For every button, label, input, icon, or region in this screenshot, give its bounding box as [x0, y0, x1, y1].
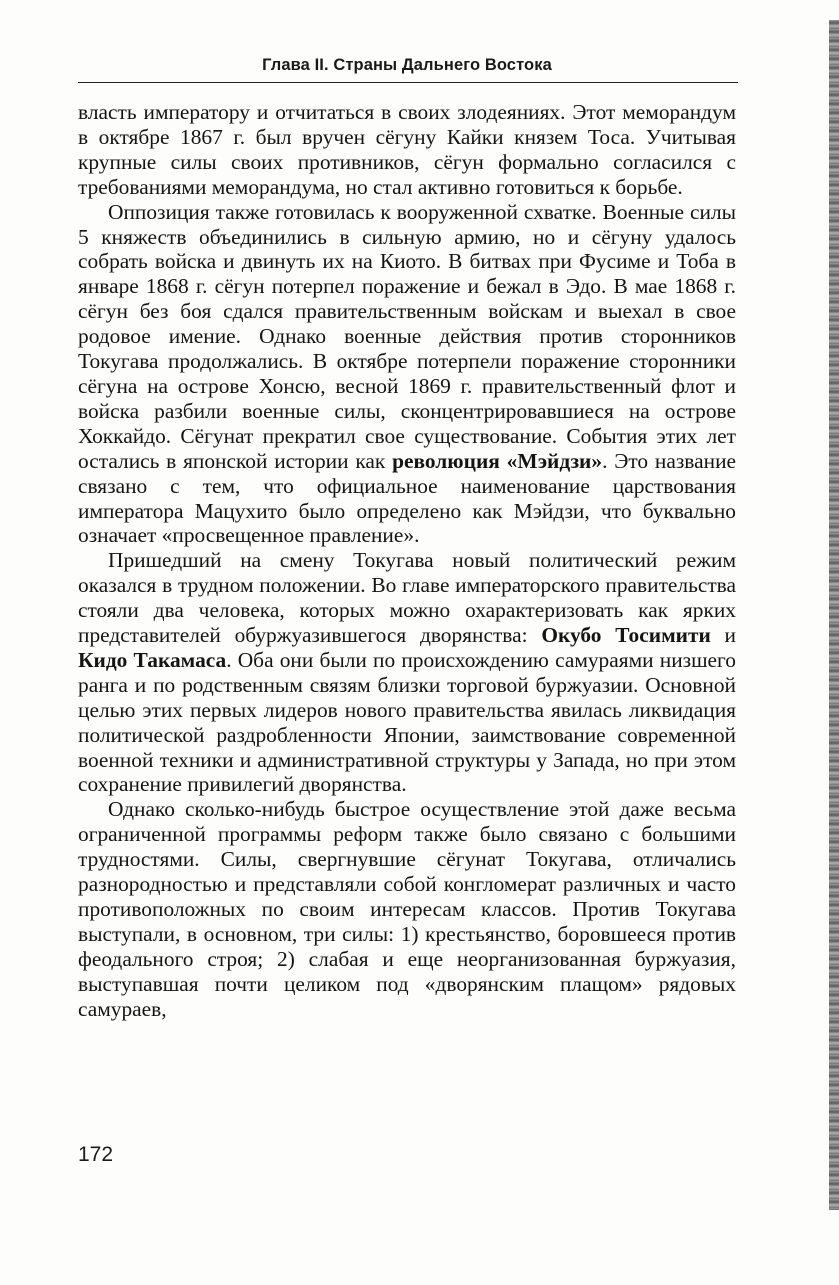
bold-name: Кидо Такамаса — [78, 647, 227, 672]
text-run: Оппозиция также готовилась к вооруженной схватке. Военные силы 5 княжеств объединились в сильную армию, но и сёгуну удалось собрать войска и двинуть их на Киото. В битвах при Фусиме и Тоба в январе 1868 г. сёгун потерпел поражение и бежал в Эдо. В мае 1868 г. сёгун без боя сдался правительственным войскам и выехал в свое родовое имение. Однако военные действия против сторонников Токугава продолжались. В октябре потерпели поражение сторонники сёгуна на острове Хонсю, весной 1869 г. правительственный флот и войска разбили военные силы, сконцентрировавшиеся на острове Хоккайдо. Сёгунат прекратил свое существование. События этих лет остались в японской истории как — [78, 199, 736, 473]
text-run: . Это название связано с тем, что официальное наименование царствования императора Мацухито было определено как Мэйдзи, что буквально означает «просвещенное правление». — [78, 448, 737, 548]
text-run: Пришедший на смену Токугава новый политический режим оказался в трудном положении. Во главе императорского правительства стояли два человека, которых можно охарактеризовать как ярких представителей обуржуазившегося дворянства: — [78, 548, 736, 648]
bold-term: революция «Мэйдзи» — [392, 448, 603, 473]
text-run: . Оба они были по происхождению самураями низшего ранга и по родственным связям близки торговой буржуазии. Основной целью этих первых лидеров нового правительства явилась ликвидация политической раздробленности Японии, заимствование современной военной техники и административной структуры у Запада, но при этом сохранение привилегий дворянства. — [78, 647, 736, 797]
text-run: и — [710, 623, 736, 648]
header-rule — [78, 82, 738, 83]
running-header: Глава II. Страны Дальнего Востока — [262, 56, 552, 74]
paragraph — [78, 548, 736, 797]
page-body — [78, 100, 736, 1022]
paragraph — [78, 200, 736, 549]
text-run: Однако сколько-нибудь быстрое осуществление этой даже весьма ограниченной программы реформ также было связано с большими трудностями. Силы, свергнувшие сёгунат Токугава, отличались разнородностью и представляли собой конгломерат различных и часто противоположных по своим интересам классов. Против Токугава выступали, в основном, три силы: 1) крестьянство, боровшееся против феодального строя; 2) слабая и еще неорганизованная буржуазия, выступавшая почти целиком под «дворянским плащом» рядовых самураев, — [78, 797, 736, 1021]
paragraph — [78, 100, 736, 200]
bold-name: Окубо Тосимити — [541, 623, 711, 648]
text-run: власть императору и отчитаться в своих злодеяниях. Этот меморандум в октябре 1867 г. был вручен сёгуну Кайки князем Тоса. Учитывая крупные силы своих противников, сёгун формально согласился с требованиями меморандума, но стал активно готовиться к борьбе. — [78, 100, 736, 199]
paragraph — [78, 797, 736, 1021]
page-number: 172 — [78, 1143, 114, 1166]
scan-edge-shadow — [829, 20, 839, 1210]
